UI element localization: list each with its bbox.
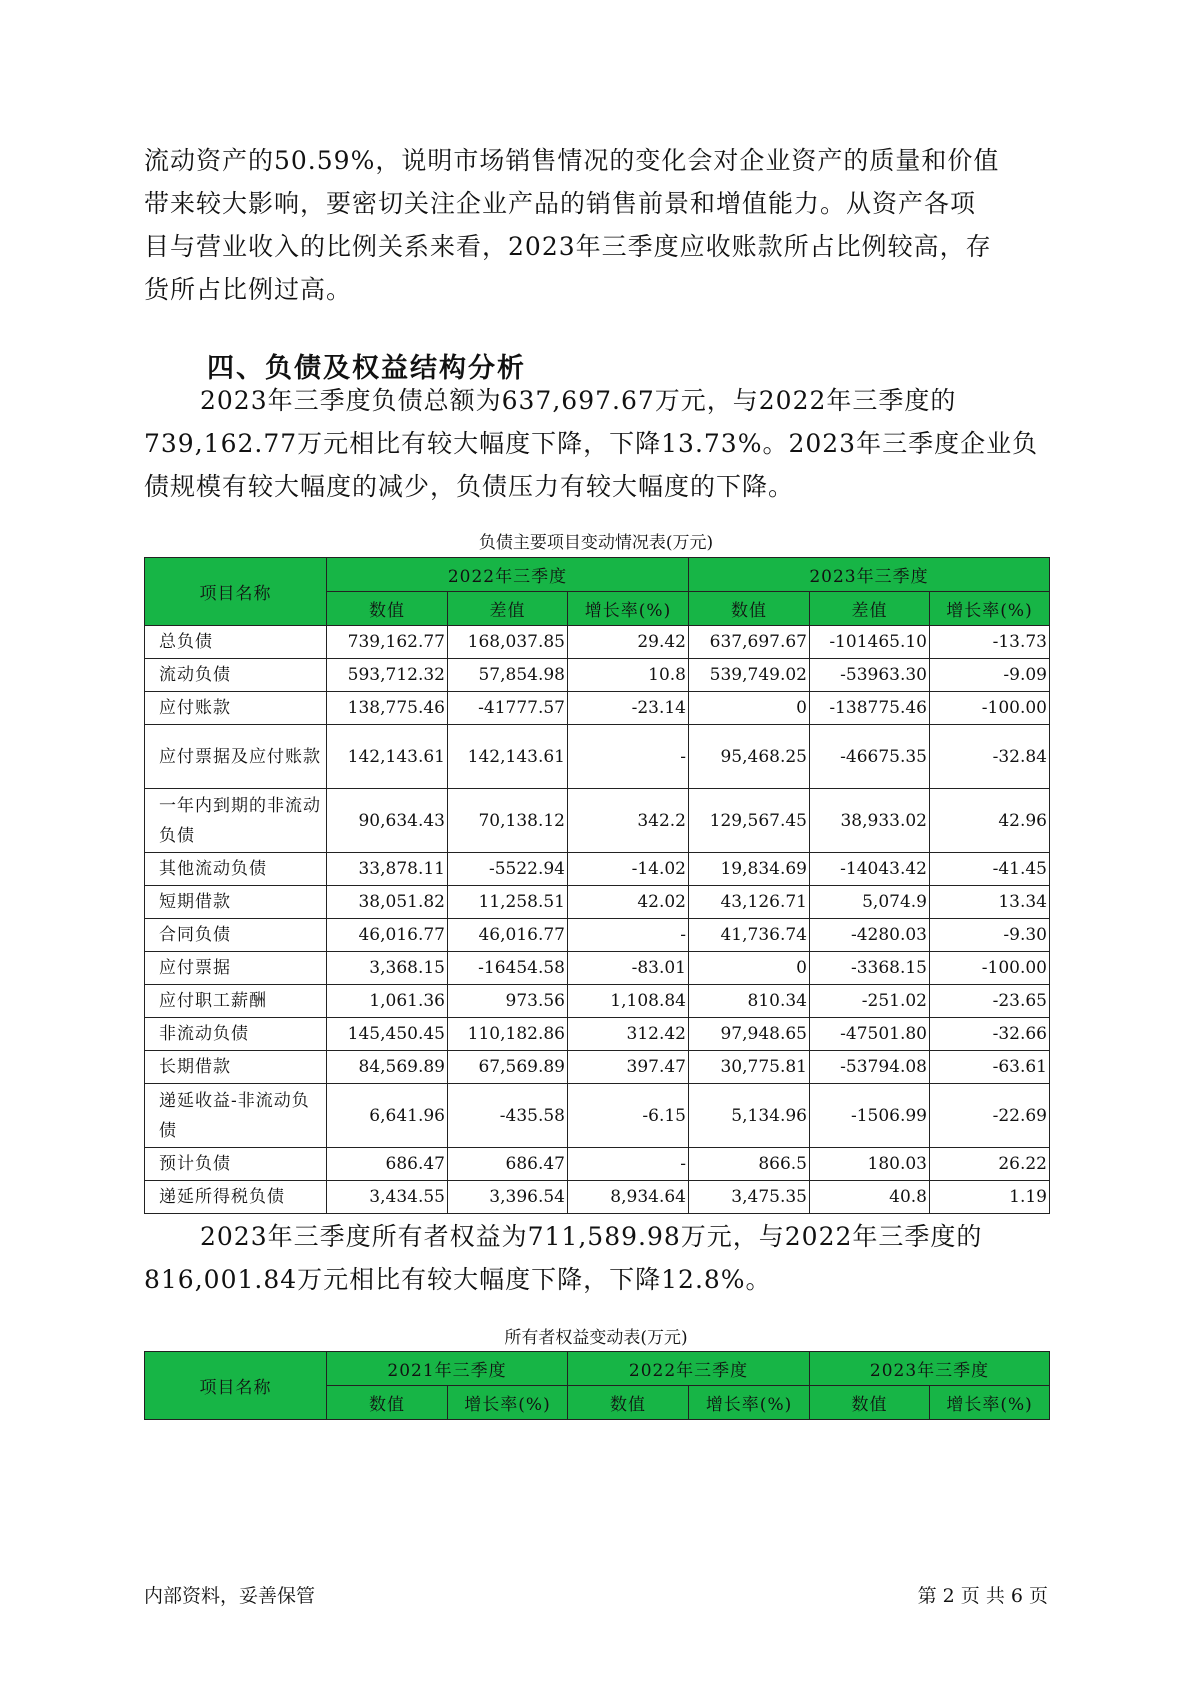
table-row xyxy=(145,1051,1050,1084)
header-value: 数值 xyxy=(810,1386,930,1420)
row-cell: -46675.35 xyxy=(810,725,930,789)
row-cell: 973.56 xyxy=(448,985,568,1018)
row-cell: -22.69 xyxy=(930,1084,1050,1148)
row-cell: 686.47 xyxy=(327,1148,448,1181)
row-cell: 3,368.15 xyxy=(327,952,448,985)
row-cell: -435.58 xyxy=(448,1084,568,1148)
paragraph-asset-analysis xyxy=(144,139,1048,311)
row-cell: 342.2 xyxy=(568,789,689,853)
footer-confidential-note: 内部资料，妥善保管 xyxy=(144,1585,316,1607)
header-diff: 差值 xyxy=(448,592,568,626)
row-cell: 3,475.35 xyxy=(689,1181,810,1214)
row-cell: 6,641.96 xyxy=(327,1084,448,1148)
row-cell: 43,126.71 xyxy=(689,886,810,919)
row-cell: -23.14 xyxy=(568,692,689,725)
table-row xyxy=(145,1148,1050,1181)
paragraph-line: 货所占比例过高。 xyxy=(144,275,353,304)
row-item-name: 流动负债 xyxy=(145,659,327,692)
table-row xyxy=(145,725,1050,789)
row-cell: 129,567.45 xyxy=(689,789,810,853)
paragraph-line: 816,001.84万元相比有较大幅度下降，下降12.8%。 xyxy=(144,1265,772,1294)
header-item-name: 项目名称 xyxy=(145,558,327,626)
row-cell: 95,468.25 xyxy=(689,725,810,789)
paragraph-line: 2023年三季度所有者权益为711,589.98万元，与2022年三季度的 xyxy=(200,1222,983,1251)
section-heading: 四、负债及权益结构分析 xyxy=(207,353,526,384)
paragraph-liability-summary xyxy=(144,379,1048,508)
row-cell: 686.47 xyxy=(448,1148,568,1181)
header-item-name: 项目名称 xyxy=(145,1352,327,1420)
table-row xyxy=(145,659,1050,692)
row-cell: -101465.10 xyxy=(810,626,930,659)
row-cell: 0 xyxy=(689,692,810,725)
table-row xyxy=(145,985,1050,1018)
row-cell: 1,061.36 xyxy=(327,985,448,1018)
row-cell: -138775.46 xyxy=(810,692,930,725)
header-value: 数值 xyxy=(327,592,448,626)
row-cell: 38,933.02 xyxy=(810,789,930,853)
row-cell: 180.03 xyxy=(810,1148,930,1181)
row-cell: 97,948.65 xyxy=(689,1018,810,1051)
row-cell: 13.34 xyxy=(930,886,1050,919)
row-item-name: 预计负债 xyxy=(145,1148,327,1181)
row-cell: 40.8 xyxy=(810,1181,930,1214)
table-row xyxy=(145,1181,1050,1214)
row-cell: -5522.94 xyxy=(448,853,568,886)
row-cell: 33,878.11 xyxy=(327,853,448,886)
row-item-name: 长期借款 xyxy=(145,1051,327,1084)
row-cell: 11,258.51 xyxy=(448,886,568,919)
row-cell: 30,775.81 xyxy=(689,1051,810,1084)
table-row xyxy=(145,626,1050,659)
table-row xyxy=(145,1018,1050,1051)
paragraph-equity-summary xyxy=(144,1215,1048,1301)
row-cell: -6.15 xyxy=(568,1084,689,1148)
row-cell: 19,834.69 xyxy=(689,853,810,886)
paragraph-line: 2023年三季度负债总额为637,697.67万元，与2022年三季度的 xyxy=(200,386,957,415)
row-cell: -23.65 xyxy=(930,985,1050,1018)
row-item-name: 其他流动负债 xyxy=(145,853,327,886)
liabilities-table xyxy=(144,557,1050,1214)
header-period-2022: 2022年三季度 xyxy=(327,558,689,592)
row-cell: -16454.58 xyxy=(448,952,568,985)
table-row xyxy=(145,1084,1050,1148)
row-cell: 637,697.67 xyxy=(689,626,810,659)
row-item-name: 非流动负债 xyxy=(145,1018,327,1051)
row-cell: 26.22 xyxy=(930,1148,1050,1181)
row-cell: 866.5 xyxy=(689,1148,810,1181)
paragraph-line: 目与营业收入的比例关系来看，2023年三季度应收账款所占比例较高，存 xyxy=(144,232,992,261)
equity-table xyxy=(144,1351,1050,1420)
row-cell: 312.42 xyxy=(568,1018,689,1051)
row-cell: 84,569.89 xyxy=(327,1051,448,1084)
row-item-name: 一年内到期的非流动负债 xyxy=(145,789,327,853)
row-cell: -83.01 xyxy=(568,952,689,985)
header-value: 数值 xyxy=(568,1386,689,1420)
table-row xyxy=(145,789,1050,853)
header-growth: 增长率(%) xyxy=(930,1386,1050,1420)
row-cell: 539,749.02 xyxy=(689,659,810,692)
row-cell: -4280.03 xyxy=(810,919,930,952)
row-cell: -14.02 xyxy=(568,853,689,886)
row-cell: 397.47 xyxy=(568,1051,689,1084)
row-cell: 10.8 xyxy=(568,659,689,692)
row-cell: -13.73 xyxy=(930,626,1050,659)
row-cell: 0 xyxy=(689,952,810,985)
row-cell: -100.00 xyxy=(930,952,1050,985)
row-cell: 3,396.54 xyxy=(448,1181,568,1214)
row-cell: 1.19 xyxy=(930,1181,1050,1214)
row-cell: 42.02 xyxy=(568,886,689,919)
row-cell: -3368.15 xyxy=(810,952,930,985)
row-cell: 90,634.43 xyxy=(327,789,448,853)
row-item-name: 递延收益-非流动负债 xyxy=(145,1084,327,1148)
paragraph-line: 债规模有较大幅度的减少，负债压力有较大幅度的下降。 xyxy=(144,472,795,501)
row-item-name: 递延所得税负债 xyxy=(145,1181,327,1214)
row-cell: 57,854.98 xyxy=(448,659,568,692)
row-cell: 67,569.89 xyxy=(448,1051,568,1084)
row-item-name: 应付票据及应付账款 xyxy=(145,725,327,789)
table-row xyxy=(145,692,1050,725)
row-cell: 8,934.64 xyxy=(568,1181,689,1214)
row-cell: 142,143.61 xyxy=(448,725,568,789)
row-cell: 593,712.32 xyxy=(327,659,448,692)
row-cell: 29.42 xyxy=(568,626,689,659)
table-caption-equity: 所有者权益变动表(万元) xyxy=(504,1328,688,1348)
row-item-name: 短期借款 xyxy=(145,886,327,919)
row-item-name: 应付账款 xyxy=(145,692,327,725)
table-caption-liabilities: 负债主要项目变动情况表(万元) xyxy=(478,533,714,553)
row-cell: 46,016.77 xyxy=(327,919,448,952)
row-cell: 41,736.74 xyxy=(689,919,810,952)
row-item-name: 合同负债 xyxy=(145,919,327,952)
row-cell: - xyxy=(568,1148,689,1181)
header-growth: 增长率(%) xyxy=(930,592,1050,626)
table-row xyxy=(145,919,1050,952)
header-growth: 增长率(%) xyxy=(689,1386,810,1420)
row-cell: -41777.57 xyxy=(448,692,568,725)
header-diff: 差值 xyxy=(810,592,930,626)
row-cell: - xyxy=(568,919,689,952)
row-cell: 38,051.82 xyxy=(327,886,448,919)
row-cell: 3,434.55 xyxy=(327,1181,448,1214)
row-cell: 739,162.77 xyxy=(327,626,448,659)
paragraph-line: 带来较大影响，要密切关注企业产品的销售前景和增值能力。从资产各项 xyxy=(144,189,977,218)
row-cell: 110,182.86 xyxy=(448,1018,568,1051)
row-cell: -47501.80 xyxy=(810,1018,930,1051)
table-row xyxy=(145,952,1050,985)
row-item-name: 应付票据 xyxy=(145,952,327,985)
row-cell: 145,450.45 xyxy=(327,1018,448,1051)
row-cell: 138,775.46 xyxy=(327,692,448,725)
row-cell: -63.61 xyxy=(930,1051,1050,1084)
table-row xyxy=(145,853,1050,886)
row-cell: -32.84 xyxy=(930,725,1050,789)
header-value: 数值 xyxy=(327,1386,448,1420)
header-period-2023: 2023年三季度 xyxy=(689,558,1050,592)
row-cell: -9.09 xyxy=(930,659,1050,692)
row-cell: -251.02 xyxy=(810,985,930,1018)
row-cell: 42.96 xyxy=(930,789,1050,853)
row-cell: -32.66 xyxy=(930,1018,1050,1051)
row-cell: 810.34 xyxy=(689,985,810,1018)
row-item-name: 总负债 xyxy=(145,626,327,659)
row-cell: -9.30 xyxy=(930,919,1050,952)
row-cell: - xyxy=(568,725,689,789)
row-cell: -53794.08 xyxy=(810,1051,930,1084)
header-period-2021: 2021年三季度 xyxy=(327,1352,568,1386)
row-cell: 142,143.61 xyxy=(327,725,448,789)
footer-page-number: 第 2 页 共 6 页 xyxy=(917,1585,1048,1607)
header-value: 数值 xyxy=(689,592,810,626)
row-cell: 1,108.84 xyxy=(568,985,689,1018)
row-cell: 5,074.9 xyxy=(810,886,930,919)
row-cell: -14043.42 xyxy=(810,853,930,886)
row-cell: 5,134.96 xyxy=(689,1084,810,1148)
row-cell: 168,037.85 xyxy=(448,626,568,659)
table-row xyxy=(145,886,1050,919)
row-cell: 46,016.77 xyxy=(448,919,568,952)
header-growth: 增长率(%) xyxy=(568,592,689,626)
row-cell: 70,138.12 xyxy=(448,789,568,853)
row-cell: -53963.30 xyxy=(810,659,930,692)
liabilities-table-body xyxy=(145,626,1050,1214)
paragraph-line: 739,162.77万元相比有较大幅度下降，下降13.73%。2023年三季度企业负 xyxy=(144,429,1039,458)
row-item-name: 应付职工薪酬 xyxy=(145,985,327,1018)
row-cell: -100.00 xyxy=(930,692,1050,725)
row-cell: -1506.99 xyxy=(810,1084,930,1148)
header-period-2023: 2023年三季度 xyxy=(810,1352,1050,1386)
header-growth: 增长率(%) xyxy=(448,1386,568,1420)
paragraph-line: 流动资产的50.59%，说明市场销售情况的变化会对企业资产的质量和价值 xyxy=(144,146,1000,175)
row-cell: -41.45 xyxy=(930,853,1050,886)
header-period-2022: 2022年三季度 xyxy=(568,1352,810,1386)
